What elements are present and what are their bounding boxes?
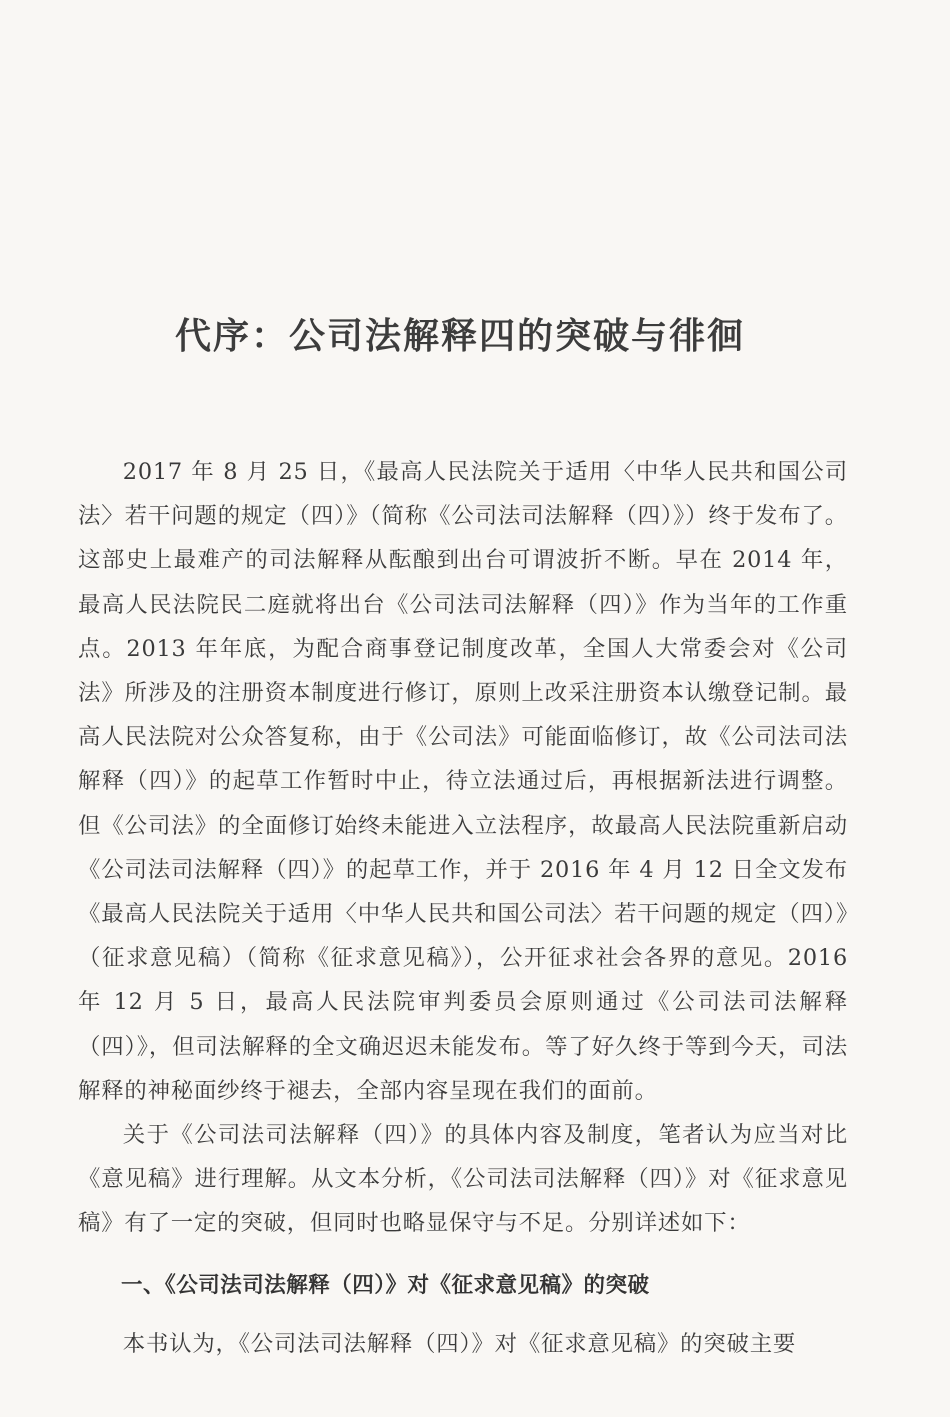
paragraph-2: 关于《公司法司法解释（四）》的具体内容及制度，笔者认为应当对比《意见稿》进行理解。从文本分析，《公司法司法解释（四）》对《征求意见稿》有了一定的突破，但同时也略显保守与不足。分别详述如下： [78, 1122, 848, 1237]
paragraph-1: 2017 年 8 月 25 日，《最高人民法院关于适用〈中华人民共和国公司法〉若干问题的规定（四）》（简称《公司法司法解释（四）》）终于发布了。这部史上最难产的司法解释从酝酿到出台可谓波折不断。早在 2014 年，最高人民法院民二庭就将出台《公司法司法解释（四）》作为当年的工作重点。2013 年年底，为配合商事登记制度改革，全国人大常委会对《公司法》所涉及的注册资本制度进行修订，原则上改采注册资本认缴登记制。最高人民法院对公众答复称，由于《公司法》可能面临修订，故《公司法司法解释（四）》的起草工作暂时中止，待立法通过后，再根据新法进行调整。但《公司法》的全面修订始终未能进入立法程序，故最高人民法院重新启动《公司法司法解释（四）》的起草工作，并于 2016 年 4 月 12 日全文发布《最高人民法院关于适用〈中华人民共和国公司法〉若干问题的规定（四）》（征求意见稿）（简称《征求意见稿》），公开征求社会各界的意见。2016 年 12 月 5 日，最高人民法院审判委员会原则通过《公司法司法解释（四）》，但司法解释的全文确迟迟未能发布。等了好久终于等到今天，司法解释的神秘面纱终于褪去，全部内容呈现在我们的面前。 [78, 459, 848, 1104]
paragraph-3: 本书认为，《公司法司法解释（四）》对《征求意见稿》的突破主要 [122, 1330, 797, 1357]
body-text [78, 450, 848, 1366]
section-heading: 一、《公司法司法解释（四）》对《征求意见稿》的突破 [121, 1272, 650, 1298]
page-title: 代序：公司法解释四的突破与徘徊 [174, 315, 745, 357]
